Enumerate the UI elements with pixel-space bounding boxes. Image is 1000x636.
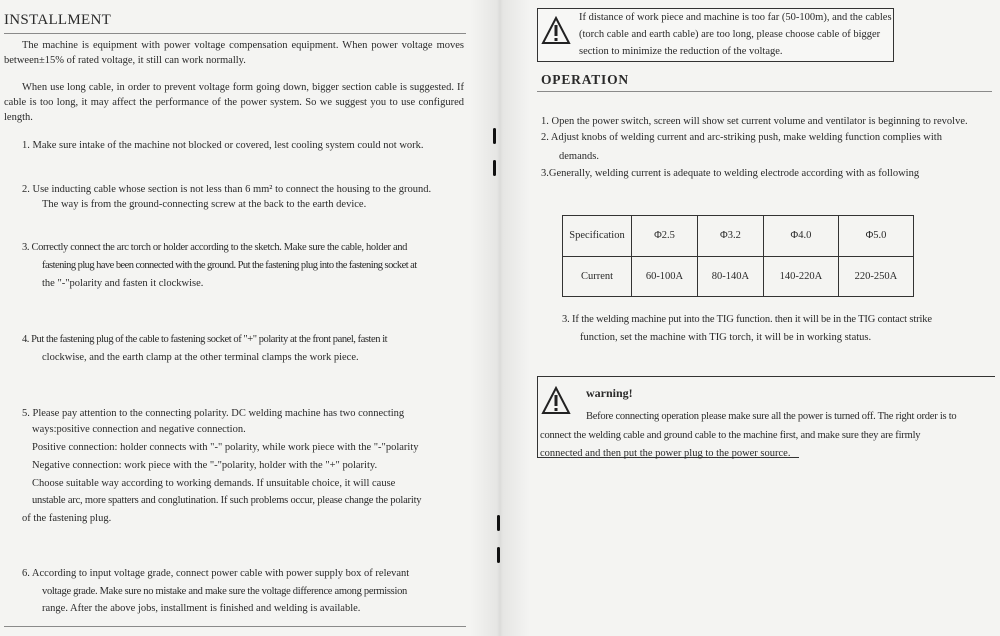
install-item-6-line-3: range. After the above jobs, installment is finished and welding is available. — [42, 603, 361, 614]
install-item-5-line-5: Choose suitable way according to working demands. If unsuitable choice, it will cause — [32, 478, 396, 489]
table-cell: Φ2.5 — [632, 216, 698, 257]
binder-mark — [497, 547, 500, 563]
operation-item-1: 1. Open the power switch, screen will show set current volume and ventilator is beginning to revolve. — [541, 116, 968, 127]
warning-line-1: Before connecting operation please make sure all the power is turned off. The right order is to — [586, 411, 957, 422]
install-item-1: 1. Make sure intake of the machine not blocked or covered, lest cooling system could not work. — [22, 140, 424, 151]
table-cell: 220-250A — [838, 256, 913, 297]
installment-title: INSTALLMENT — [4, 12, 112, 28]
table-row — [563, 216, 914, 257]
install-item-4-line-2: clockwise, and the earth clamp at the other terminal clamps the work piece. — [42, 352, 359, 363]
operation-item-3: 3.Generally, welding current is adequate to welding electrode according with as following — [541, 168, 920, 179]
table-cell: Φ4.0 — [763, 216, 838, 257]
binder-mark — [493, 128, 496, 144]
install-item-5-line-1: 5. Please pay attention to the connecting polarity. DC welding machine has two connecting — [22, 408, 405, 419]
warning-left-border — [537, 376, 538, 458]
warning-triangle-icon — [541, 386, 571, 416]
intro-paragraph-1: The machine is equipment with power voltage compensation equipment. When power voltage moves between±15% of rated voltage, it still can work normally. — [4, 40, 464, 66]
caution-line-1: If distance of work piece and machine is too far (50-100m), and the cables — [579, 12, 892, 23]
warning-line-3: connected and then put the power plug to the power source. — [540, 448, 791, 459]
bottom-rule — [4, 626, 466, 627]
electrode-current-table — [562, 215, 914, 297]
install-item-3-line-2: fastening plug have been connected with the ground. Put the fastening plug into the fastening socket at — [42, 260, 417, 271]
install-item-5-line-2: ways:positive connection and negative connection. — [32, 424, 246, 435]
table-row — [563, 256, 914, 297]
operation-item-2-line-1: 2. Adjust knobs of welding current and arc-striking push, make welding function complies with — [541, 132, 942, 143]
install-item-6-line-1: 6. According to input voltage grade, connect power cable with power supply box of relevant — [22, 568, 410, 579]
install-item-2-line-2: The way is from the ground-connecting screw at the back to the earth device. — [42, 199, 367, 210]
install-item-4-line-1: 4. Put the fastening plug of the cable to fastening socket of "+" polarity at the front panel, fasten it — [22, 334, 388, 345]
intro-paragraph-2: When use long cable, in order to prevent voltage form going down, bigger section cable is suggested. If cable is too long, it may affect the performance of the power system. So we suggest you to use configured length. — [4, 82, 464, 123]
install-item-5-line-7: of the fastening plug. — [22, 513, 112, 524]
page-gutter — [470, 0, 530, 636]
operation-item-2-line-2: demands. — [559, 151, 599, 162]
caution-line-3: section to minimize the reduction of the voltage. — [579, 46, 783, 57]
operation-rule — [537, 91, 992, 92]
install-item-5-line-4: Negative connection: work piece with the "-"polarity, holder with the "+" polarity. — [32, 460, 378, 471]
install-item-3-line-3: the "-"polarity and fasten it clockwise. — [42, 278, 204, 289]
install-item-2-line-1: 2. Use inducting cable whose section is not less than 6 mm² to connect the housing to the ground. — [22, 184, 432, 195]
table-cell: 60-100A — [632, 256, 698, 297]
install-item-5-line-6: unstable arc, more spatters and conglutination. If such problems occur, please change the polarity — [32, 495, 422, 506]
binder-mark — [497, 515, 500, 531]
install-item-6-line-2: voltage grade. Make sure no mistake and make sure the voltage difference among permission — [42, 586, 407, 597]
operation-item-tig-line-2: function, set the machine with TIG torch, it will be in working status. — [580, 332, 872, 343]
warning-line-2: connect the welding cable and ground cable to the machine first, and make sure they are firmly — [540, 430, 921, 441]
operation-title: OPERATION — [541, 72, 629, 87]
caution-triangle-icon — [541, 16, 571, 46]
install-item-5-line-3: Positive connection: holder connects with "-" polarity, while work piece with the "-"polarity — [32, 442, 419, 453]
table-cell: 80-140A — [697, 256, 763, 297]
install-item-3-line-1: 3. Correctly connect the arc torch or holder according to the sketch. Make sure the cable, holder and — [22, 242, 408, 253]
warning-top-border — [537, 376, 995, 377]
table-cell: Φ5.0 — [838, 216, 913, 257]
table-row-label: Current — [563, 256, 632, 297]
binder-mark — [493, 160, 496, 176]
title-rule — [4, 33, 466, 34]
table-cell: 140-220A — [763, 256, 838, 297]
table-cell: Φ3.2 — [697, 216, 763, 257]
warning-title: warning! — [586, 386, 633, 400]
operation-item-tig-line-1: 3. If the welding machine put into the TIG function. then it will be in the TIG contact strike — [562, 314, 932, 325]
caution-line-2: (torch cable and earth cable) are too long, please choose cable of bigger — [579, 29, 881, 40]
table-row-label: Specification — [563, 216, 632, 257]
